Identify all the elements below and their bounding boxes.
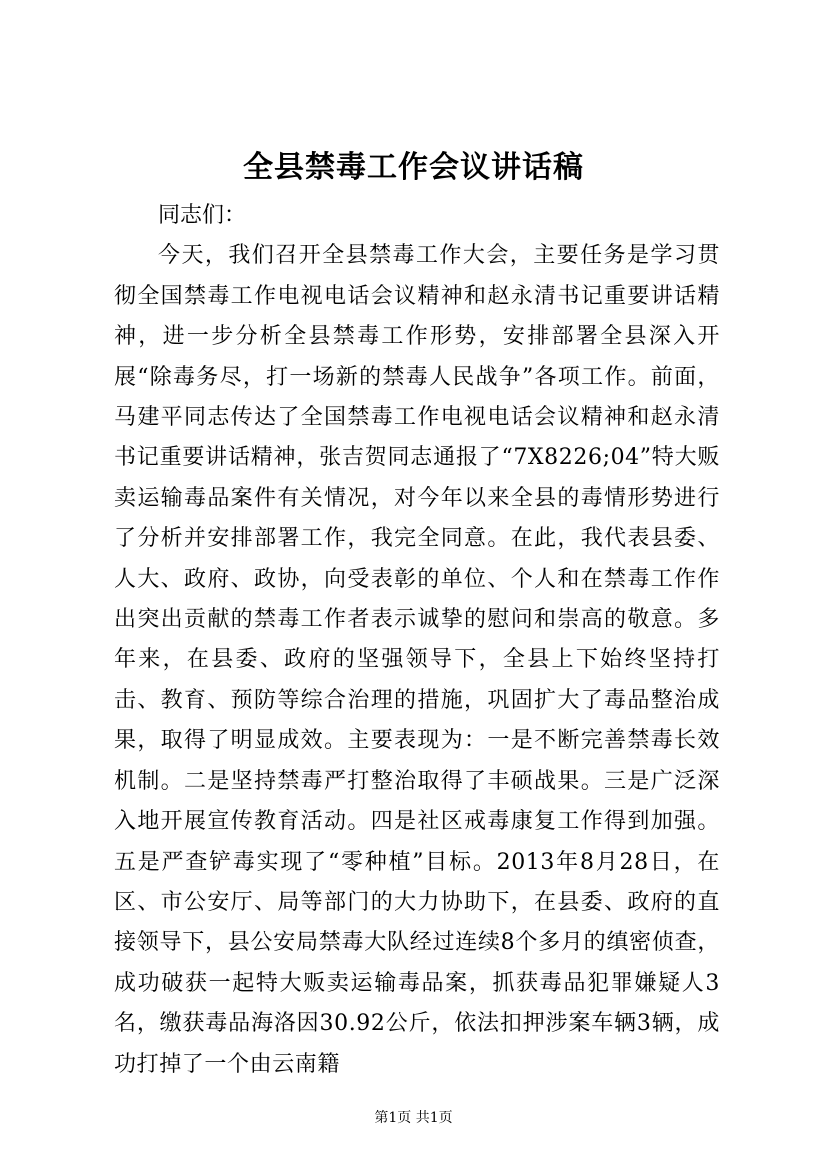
body-paragraph: 今天，我们召开全县禁毒工作大会，主要任务是学习贯彻全国禁毒工作电视电话会议精神和赵永清书记重要讲话精神，进一步分析全县禁毒工作形势，安排部署全县深入开展“除毒务尽，打一场新的禁毒人民战争”各项工作。前面，马建平同志传达了全国禁毒工作电视电话会议精神和赵永清书记重要讲话精神，张吉贺同志通报了“7X8226;04”特大贩卖运输毒品案件有关情况，对今年以来全县的毒情形势进行了分析并安排部署工作，我完全同意。在此，我代表县委、人大、政府、政协，向受表彰的单位、个人和在禁毒工作作出突出贡献的禁毒工作者表示诚挚的慰问和崇高的敬意。多年来，在县委、政府的坚强领导下，全县上下始终坚持打击、教育、预防等综合治理的措施，巩固扩大了毒品整治成果，取得了明显成效。主要表现为：一是不断完善禁毒长效机制。二是坚持禁毒严打整治取得了丰硕战果。三是广泛深入地开展宣传教育活动。四是社区戒毒康复工作得到加强。五是严查铲毒实现了“零种植”目标。2013年8月28日，在区、市公安厅、局等部门的大力协助下，在县委、政府的直接领导下，县公安局禁毒大队经过连续8个多月的缜密侦查，成功破获一起特大贩卖运输毒品案，抓获毒品犯罪嫌疑人3名，缴获毒品海洛因30.92公斤，依法扣押涉案车辆3辆，成功打掉了一个由云南籍 [114, 243, 720, 1077]
page-footer: 第1页 共1页 [374, 1110, 453, 1126]
document-body [114, 196, 720, 1085]
salutation: 同志们： [158, 203, 247, 228]
document-title: 全县禁毒工作会议讲话稿 [243, 150, 584, 185]
